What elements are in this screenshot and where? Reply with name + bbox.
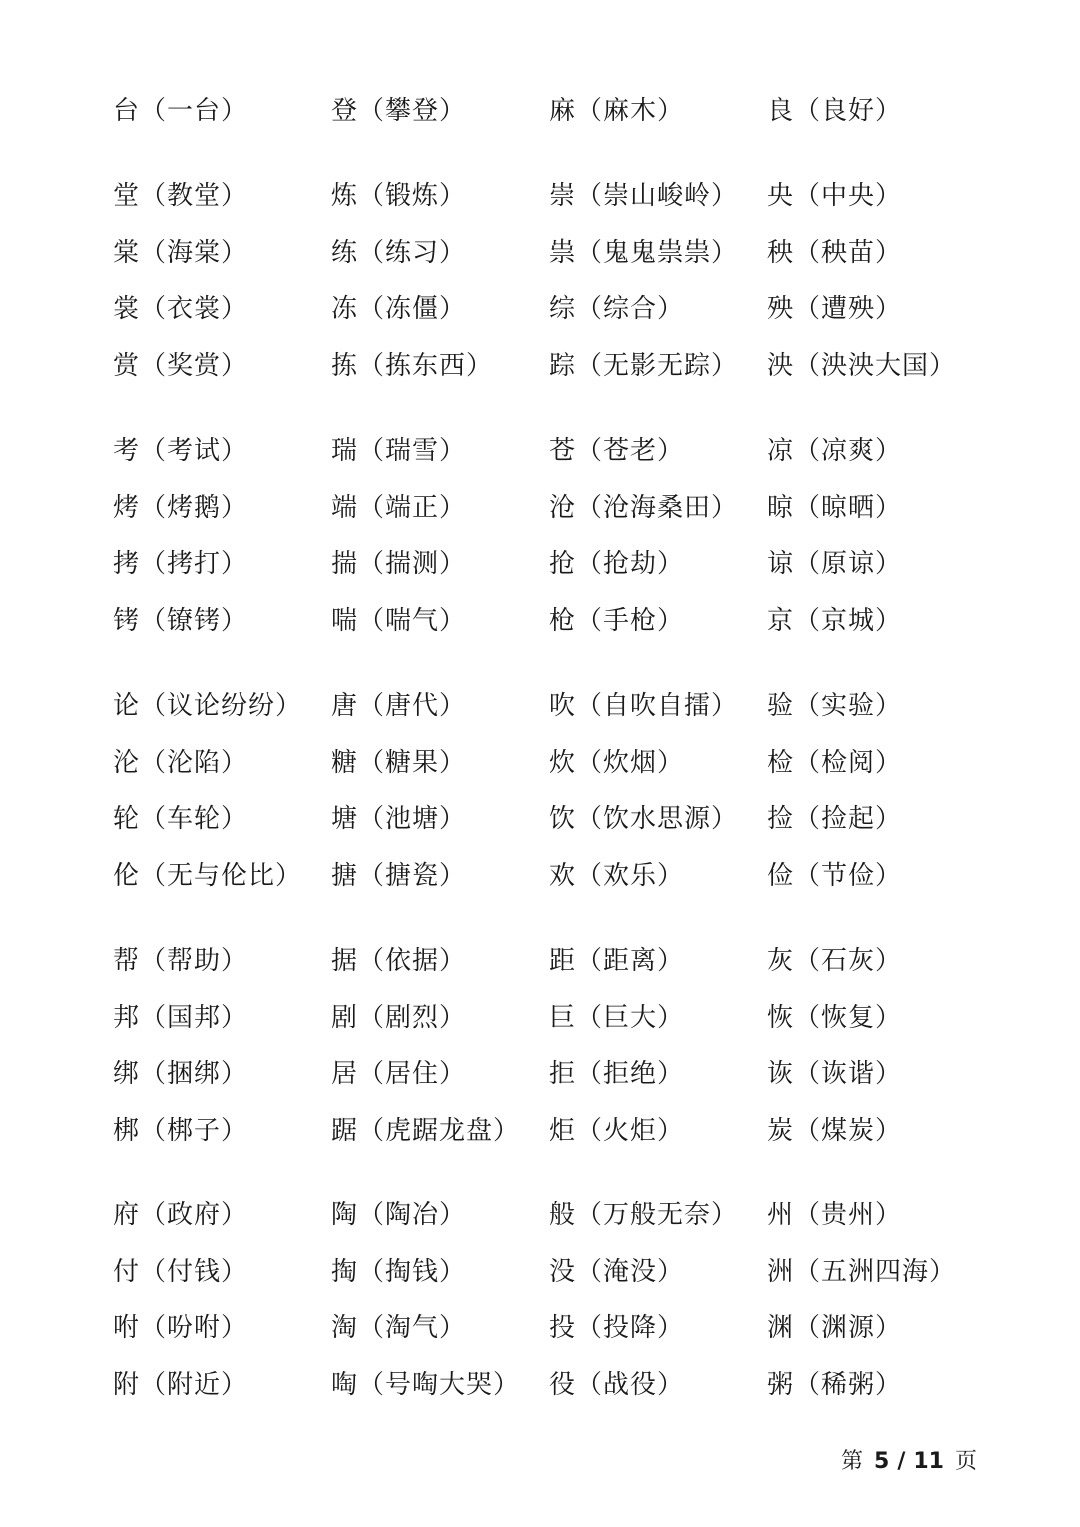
word-entry: 伦（无与伦比） [113, 860, 303, 891]
word-row [113, 747, 1013, 804]
word-entry: 据（依据） [331, 946, 467, 976]
word-group [113, 435, 1013, 661]
word-entry: 考（考试） [113, 436, 249, 466]
page-suffix: 页 [954, 1449, 977, 1474]
word-entry: 综（综合） [549, 294, 685, 325]
word-entry: 冻（冻僵） [331, 294, 467, 325]
word-entry: 咐（吩咐） [113, 1313, 249, 1344]
word-entry: 邦（国邦） [113, 1002, 249, 1033]
word-entry: 铐（镣铐） [113, 605, 249, 636]
word-entry: 沦（沦陷） [113, 747, 249, 778]
word-row [113, 1312, 1013, 1369]
word-entry: 灰（石灰） [767, 946, 903, 976]
word-entry: 绑（捆绑） [113, 1059, 249, 1090]
word-entry: 京（京城） [767, 605, 903, 636]
word-entry: 拒（拒绝） [549, 1059, 685, 1090]
word-entry: 棠（海棠） [113, 237, 249, 268]
word-entry: 没（淹没） [549, 1256, 685, 1287]
word-entry: 喘（喘气） [331, 605, 467, 636]
word-entry: 沧（沧海桑田） [549, 492, 739, 523]
word-row [113, 1256, 1013, 1313]
word-entry: 捡（捡起） [767, 804, 903, 835]
page-separator: / [897, 1449, 906, 1474]
word-row [113, 548, 1013, 605]
word-entry: 凉（凉爽） [767, 436, 903, 466]
word-entry: 检（检阅） [767, 747, 903, 778]
word-entry: 谅（原谅） [767, 549, 903, 580]
word-entry: 抢（抢劫） [549, 549, 685, 580]
word-entry: 端（端正） [331, 492, 467, 523]
word-entry: 搪（搪瓷） [331, 860, 467, 891]
word-entry: 赏（奖赏） [113, 350, 249, 381]
word-entry: 验（实验） [767, 691, 903, 721]
word-entry: 论（议论纷纷） [113, 691, 303, 721]
word-entry: 炭（煤炭） [767, 1115, 903, 1146]
word-entry: 唐（唐代） [331, 691, 467, 721]
word-entry: 炬（火炬） [549, 1115, 685, 1146]
word-entry: 淘（淘气） [331, 1313, 467, 1344]
word-group [113, 95, 1013, 152]
word-entry: 裳（衣裳） [113, 294, 249, 325]
word-entry: 吹（自吹自擂） [549, 691, 739, 721]
word-entry: 堂（教堂） [113, 181, 249, 211]
word-entry: 渊（渊源） [767, 1313, 903, 1344]
word-entry: 附（附近） [113, 1369, 249, 1400]
page-number [841, 1446, 977, 1478]
word-row [113, 1115, 1013, 1172]
word-entry: 塘（池塘） [331, 804, 467, 835]
word-entry: 剧（剧烈） [331, 1002, 467, 1033]
word-row [113, 1369, 1013, 1426]
word-entry: 烤（烤鹅） [113, 492, 249, 523]
word-row [113, 1002, 1013, 1059]
word-entry: 拣（拣东西） [331, 350, 494, 381]
word-entry: 距（距离） [549, 946, 685, 976]
word-entry: 秧（秧苗） [767, 237, 903, 268]
word-entry: 晾（晾晒） [767, 492, 903, 523]
word-entry: 踞（虎踞龙盘） [331, 1115, 521, 1146]
word-entry: 府（政府） [113, 1200, 249, 1230]
word-entry: 轮（车轮） [113, 804, 249, 835]
word-entry: 苍（苍老） [549, 436, 685, 466]
page-prefix: 第 [840, 1449, 863, 1474]
word-entry: 糖（糖果） [331, 747, 467, 778]
word-group [113, 690, 1013, 916]
word-row [113, 803, 1013, 860]
word-entry: 祟（鬼鬼祟祟） [549, 237, 739, 268]
word-row [113, 860, 1013, 917]
word-row [113, 690, 1013, 747]
word-entry: 枪（手枪） [549, 605, 685, 636]
word-entry: 炊（炊烟） [549, 747, 685, 778]
word-group [113, 180, 1013, 406]
word-entry: 帮（帮助） [113, 946, 249, 976]
word-entry: 揣（揣测） [331, 549, 467, 580]
word-entry: 巨（巨大） [549, 1002, 685, 1033]
word-entry: 洲（五洲四海） [767, 1256, 957, 1287]
word-entry: 良（良好） [767, 96, 903, 126]
word-entry: 炼（锻炼） [331, 181, 467, 211]
word-entry: 恢（恢复） [767, 1002, 903, 1033]
word-entry: 啕（号啕大哭） [331, 1369, 521, 1400]
word-entry: 练（练习） [331, 237, 467, 268]
word-entry: 掏（掏钱） [331, 1256, 467, 1287]
word-group [113, 945, 1013, 1171]
word-row [113, 95, 1013, 152]
word-entry: 踪（无影无踪） [549, 350, 739, 381]
word-entry: 台（一台） [113, 96, 249, 126]
word-row [113, 350, 1013, 407]
word-entry: 瑞（瑞雪） [331, 436, 467, 466]
word-entry: 诙（诙谐） [767, 1059, 903, 1090]
word-entry: 欢（欢乐） [549, 860, 685, 891]
word-row [113, 435, 1013, 492]
word-entry: 陶（陶冶） [331, 1200, 467, 1230]
word-entry: 梆（梆子） [113, 1115, 249, 1146]
word-entry: 央（中央） [767, 181, 903, 211]
word-group [113, 1199, 1013, 1425]
word-entry: 般（万般无奈） [549, 1200, 739, 1230]
word-entry: 殃（遭殃） [767, 294, 903, 325]
word-row [113, 945, 1013, 1002]
word-row [113, 237, 1013, 294]
word-entry: 泱（泱泱大国） [767, 350, 957, 381]
word-row [113, 492, 1013, 549]
word-entry: 州（贵州） [767, 1200, 903, 1230]
word-row [113, 1199, 1013, 1256]
word-row [113, 293, 1013, 350]
word-entry: 俭（节俭） [767, 860, 903, 891]
word-entry: 饮（饮水思源） [549, 804, 739, 835]
word-entry: 登（攀登） [331, 96, 467, 126]
total-pages: 11 [913, 1449, 944, 1474]
current-page: 5 [874, 1449, 890, 1474]
word-entry: 麻（麻木） [549, 96, 685, 126]
word-row [113, 605, 1013, 662]
word-entry: 役（战役） [549, 1369, 685, 1400]
word-entry: 投（投降） [549, 1313, 685, 1344]
word-entry: 拷（拷打） [113, 549, 249, 580]
word-entry: 居（居住） [331, 1059, 467, 1090]
word-entry: 粥（稀粥） [767, 1369, 903, 1400]
word-row [113, 180, 1013, 237]
word-entry: 付（付钱） [113, 1256, 249, 1287]
word-row [113, 1058, 1013, 1115]
word-entry: 崇（崇山峻岭） [549, 181, 739, 211]
